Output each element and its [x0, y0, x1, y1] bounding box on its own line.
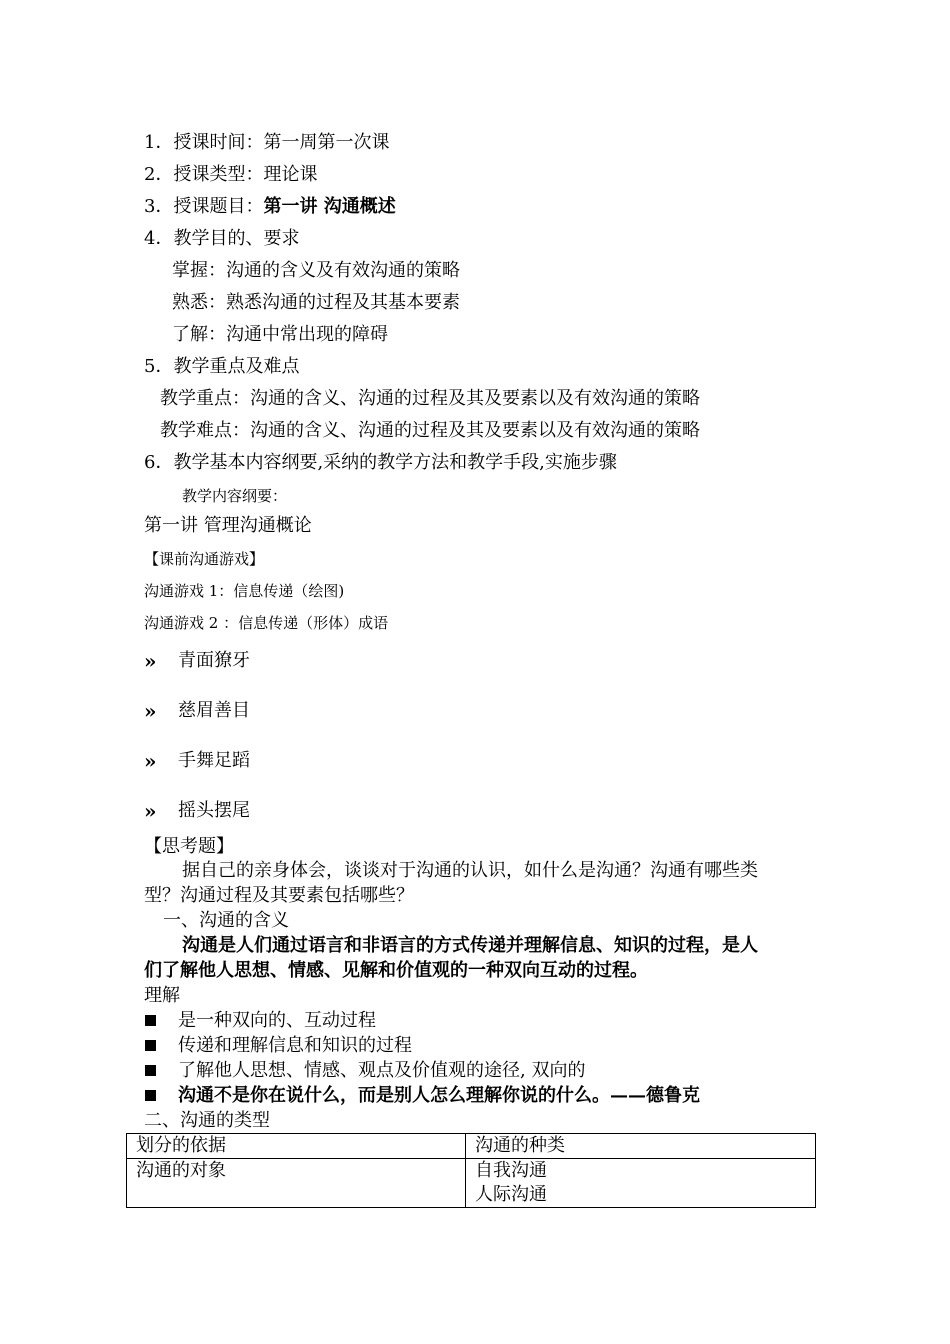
- lecture-topic: 第一讲 沟通概述: [263, 196, 396, 217]
- idiom-bullet-icon: »: [144, 799, 157, 823]
- item-number: 4．: [144, 228, 174, 249]
- item-number: 5．: [144, 356, 174, 377]
- item-5: [144, 356, 299, 378]
- section-1-title: 一、沟通的含义: [163, 910, 289, 931]
- definition-line-1: 沟通是人们通过语言和非语言的方式传递并理解信息、知识的过程，是人: [182, 935, 758, 956]
- item-2: [144, 164, 317, 186]
- think-text-line-1: 据自己的亲身体会，谈谈对于沟通的认识，如什么是沟通？沟通有哪些类: [182, 860, 758, 881]
- idiom-3: 手舞足蹈: [178, 750, 250, 771]
- understand-label: 理解: [144, 985, 180, 1006]
- item-number: 1．: [144, 132, 174, 153]
- table-cell-kinds: [466, 1159, 816, 1208]
- table-header-row: [127, 1134, 816, 1159]
- item-6: [144, 452, 617, 474]
- idiom-4: 摇头摆尾: [178, 800, 250, 821]
- think-text-line-2: 型？沟通过程及其要素包括哪些？: [144, 885, 414, 906]
- item-value: 第一周第一次课: [263, 132, 390, 153]
- item-number: 6．: [144, 452, 174, 473]
- table-cell-basis: 沟通的对象: [127, 1159, 466, 1208]
- communication-types-table: [126, 1133, 816, 1208]
- square-bullet-icon: [145, 1065, 156, 1076]
- lecture-title: 第一讲 管理沟通概论: [144, 515, 312, 536]
- item-number: 2．: [144, 164, 174, 185]
- item-label: 授课时间：: [173, 132, 264, 153]
- goal-familiar: 熟悉：熟悉沟通的过程及其基本要素: [172, 292, 460, 313]
- kind-item: 人际沟通: [475, 1184, 547, 1205]
- item-3: [144, 196, 396, 218]
- item-label: 授课类型：: [173, 164, 264, 185]
- think-heading: 【思考题】: [144, 836, 234, 857]
- item-label: 教学基本内容纲要,采纳的教学方法和教学手段,实施步骤: [173, 452, 617, 473]
- key-points: 教学重点：沟通的含义、沟通的过程及其及要素以及有效沟通的策略: [160, 388, 700, 409]
- table-header-cell: 划分的依据: [127, 1134, 466, 1159]
- game-2: 沟通游戏 2 ：信息传递（形体）成语: [144, 614, 389, 632]
- item-label: 授课题目：: [173, 196, 264, 217]
- square-bullet-icon: [145, 1040, 156, 1051]
- outline-label: 教学内容纲要：: [182, 487, 288, 505]
- idiom-bullet-icon: »: [144, 649, 157, 673]
- definition-line-2: 们了解他人思想、情感、见解和价值观的一种双向互动的过程。: [144, 960, 648, 981]
- square-bullet-icon: [145, 1090, 156, 1101]
- item-value: 理论课: [263, 164, 318, 185]
- square-bullet-icon: [145, 1015, 156, 1026]
- item-1: [144, 132, 389, 154]
- section-2-title: 二、沟通的类型: [144, 1110, 270, 1131]
- understand-point-4: 沟通不是你在说什么，而是别人怎么理解你说的什么。——德鲁克: [178, 1085, 700, 1106]
- idiom-1: 青面獠牙: [178, 650, 250, 671]
- understand-point-2: 传递和理解信息和知识的过程: [178, 1035, 412, 1056]
- idiom-2: 慈眉善目: [178, 700, 250, 721]
- item-label: 教学重点及难点: [173, 356, 300, 377]
- goal-understand: 了解：沟通中常出现的障碍: [172, 324, 388, 345]
- item-4: [144, 228, 299, 250]
- goal-master: 掌握：沟通的含义及有效沟通的策略: [172, 260, 460, 281]
- kind-item: 自我沟通: [475, 1160, 547, 1181]
- table-row: [127, 1159, 816, 1208]
- difficult-points: 教学难点：沟通的含义、沟通的过程及其及要素以及有效沟通的策略: [160, 420, 700, 441]
- idiom-bullet-icon: »: [144, 699, 157, 723]
- game-1: 沟通游戏 1：信息传递（绘图): [144, 582, 345, 600]
- pre-game-heading: 【课前沟通游戏】: [144, 550, 265, 568]
- item-label: 教学目的、要求: [173, 228, 300, 249]
- understand-point-1: 是一种双向的、互动过程: [178, 1010, 376, 1031]
- item-number: 3．: [144, 196, 174, 217]
- table-header-cell: 沟通的种类: [466, 1134, 816, 1159]
- idiom-bullet-icon: »: [144, 749, 157, 773]
- understand-point-3: 了解他人思想、情感、观点及价值观的途径, 双向的: [178, 1060, 586, 1081]
